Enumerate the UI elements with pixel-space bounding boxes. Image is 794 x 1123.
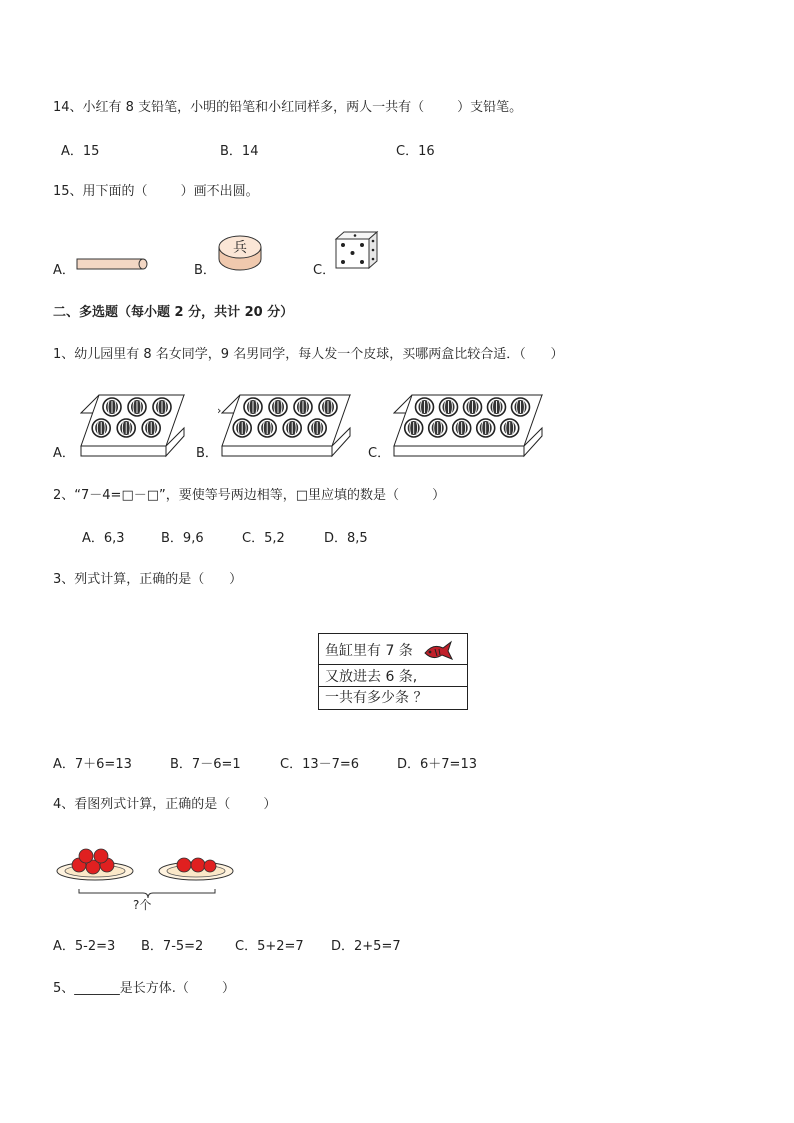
fish-line-3: 一共有多少条 ？ bbox=[325, 690, 428, 706]
m4-stem: 4、看图列式计算，正确的是（ ） bbox=[53, 797, 277, 812]
ball bbox=[269, 398, 287, 416]
m1-option-a: A． bbox=[53, 446, 75, 461]
m2-stem: 2、“7－4=□－□”，要使等号两边相等，□里应填的数是（ ） bbox=[53, 488, 446, 503]
fish-line-1: 鱼缸里有 7 条 bbox=[319, 637, 467, 665]
m3-option-d: D．6＋7=13 bbox=[397, 757, 477, 772]
fish-icon bbox=[421, 639, 453, 663]
ball-box-b-image bbox=[221, 393, 351, 458]
m1-stem: 1、幼儿园里有 8 名女同学，9 名男同学，每人发一个皮球，买哪两盒比较合适．（ ） bbox=[53, 347, 564, 362]
m3-option-c: C．13－7=6 bbox=[280, 757, 360, 772]
ball bbox=[92, 419, 110, 437]
ball bbox=[283, 419, 301, 437]
m4-option-c: C．5+2=7 bbox=[235, 939, 304, 954]
ball bbox=[103, 398, 121, 416]
q14-option-b: B．14 bbox=[220, 144, 259, 159]
ball-box-a-image bbox=[80, 393, 185, 458]
ball bbox=[477, 419, 495, 437]
ball bbox=[233, 419, 251, 437]
m2-option-a: A．6,3 bbox=[82, 531, 125, 546]
m4-option-a: A．5-2=3 bbox=[53, 939, 116, 954]
ball bbox=[512, 398, 530, 416]
m4-figure-label: ?个 bbox=[133, 898, 152, 912]
ball bbox=[501, 419, 519, 437]
m1-option-b: B． bbox=[196, 446, 218, 461]
m3-option-b: B．7－6=1 bbox=[170, 757, 241, 772]
ball bbox=[244, 398, 262, 416]
dice-image bbox=[333, 229, 381, 271]
ball bbox=[453, 419, 471, 437]
m5-stem: 5、_______是长方体.（ ） bbox=[53, 981, 235, 996]
q14-option-c: C．16 bbox=[396, 144, 435, 159]
m3-stem: 3、列式计算，正确的是（ ） bbox=[53, 572, 243, 587]
fish-line-2: 又放进去 6 条, bbox=[319, 667, 467, 687]
ball bbox=[294, 398, 312, 416]
q15-option-b: B． bbox=[194, 263, 216, 278]
ball bbox=[440, 398, 458, 416]
m3-option-a: A．7＋6=13 bbox=[53, 757, 132, 772]
q15-option-c: C． bbox=[313, 263, 336, 278]
stick-image bbox=[75, 256, 150, 272]
ball bbox=[128, 398, 146, 416]
ball-box-c-image bbox=[393, 393, 543, 458]
ball bbox=[308, 419, 326, 437]
ball bbox=[464, 398, 482, 416]
q14-stem: 14、小红有 8 支铅笔，小明的铅笔和小红同样多，两人一共有（ ）支铅笔。 bbox=[53, 100, 523, 115]
q15-option-a: A． bbox=[53, 263, 75, 278]
m2-option-b: B．9,6 bbox=[161, 531, 204, 546]
ball bbox=[153, 398, 171, 416]
ball bbox=[488, 398, 506, 416]
fish-problem-box bbox=[318, 633, 468, 710]
m1-option-c: C． bbox=[368, 446, 391, 461]
q15-stem: 15、用下面的（ ）画不出圆。 bbox=[53, 184, 259, 199]
m1-mark: › bbox=[217, 404, 222, 417]
m4-option-d: D．2+5=7 bbox=[331, 939, 401, 954]
section2-title: 二、多选题（每小题 2 分，共计 20 分） bbox=[53, 305, 294, 320]
q14-option-a: A．15 bbox=[61, 144, 100, 159]
ball bbox=[142, 419, 160, 437]
m2-option-c: C．5,2 bbox=[242, 531, 285, 546]
ball bbox=[258, 419, 276, 437]
chess-piece-image bbox=[215, 233, 265, 273]
m4-option-b: B．7-5=2 bbox=[141, 939, 204, 954]
ball bbox=[117, 419, 135, 437]
ball bbox=[416, 398, 434, 416]
ball bbox=[405, 419, 423, 437]
ball bbox=[319, 398, 337, 416]
m2-option-d: D．8,5 bbox=[324, 531, 368, 546]
ball bbox=[429, 419, 447, 437]
chess-char: 兵 bbox=[233, 240, 247, 256]
